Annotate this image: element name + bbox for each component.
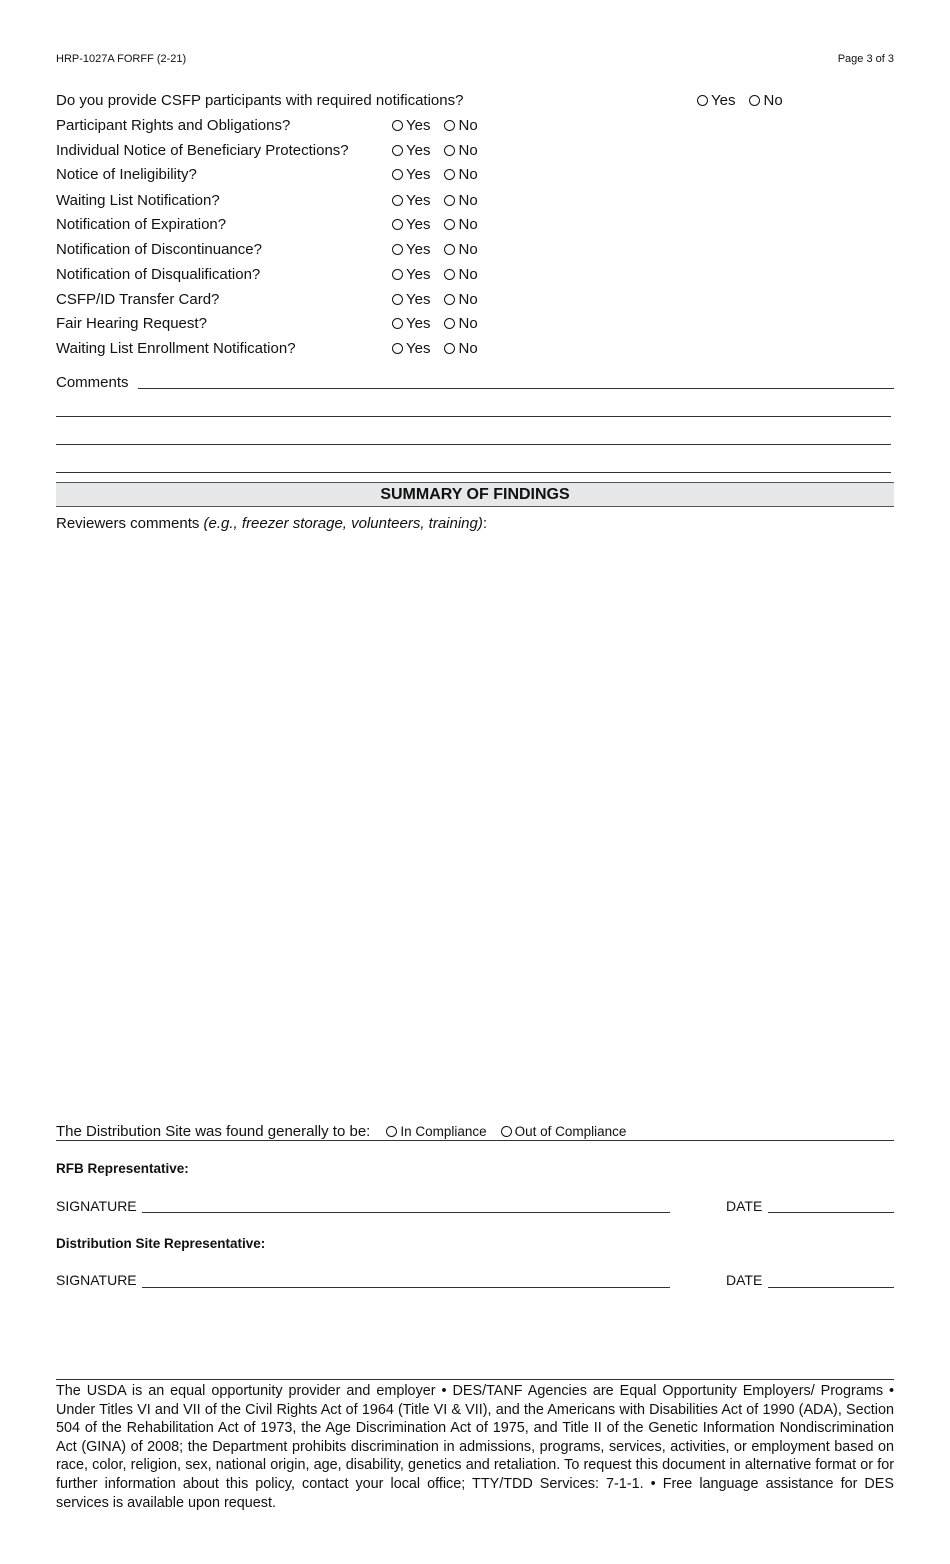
yes-option[interactable]: Yes [392,117,430,134]
main-question-radio-group [697,92,783,109]
reviewers-comments-label [56,515,487,532]
no-option[interactable]: No [444,241,477,258]
sub-question-radio-group [392,340,478,357]
sub-question-label: Individual Notice of Beneficiary Protections? [56,142,349,159]
radio-circle-icon[interactable] [444,195,455,206]
site-date-label: DATE [726,1272,763,1288]
footer-divider [56,1379,894,1380]
radio-circle-icon[interactable] [392,169,403,180]
main-question-yes-option[interactable]: Yes [697,92,735,109]
radio-circle-icon[interactable] [392,294,403,305]
sub-question-label: Notification of Disqualification? [56,266,261,283]
sub-question-radio-group [392,117,478,134]
main-question-label: Do you provide CSFP participants with required notifications? [56,92,464,109]
sub-question-label: CSFP/ID Transfer Card? [56,291,220,308]
radio-circle-icon[interactable] [444,219,455,230]
no-option[interactable]: No [444,340,477,357]
site-date-field[interactable] [768,1287,894,1288]
no-option[interactable]: No [444,216,477,233]
comments-input-line-1[interactable] [138,388,894,389]
no-option[interactable]: No [444,291,477,308]
yes-option[interactable]: Yes [392,142,430,159]
radio-circle-icon[interactable] [392,219,403,230]
rfb-date-label: DATE [726,1198,763,1214]
sub-question-radio-group [392,315,478,332]
site-signature-field[interactable] [142,1287,670,1288]
radio-circle-icon[interactable] [444,120,455,131]
compliance-row [56,1123,626,1140]
yes-option[interactable]: Yes [392,315,430,332]
radio-circle-icon[interactable] [444,294,455,305]
radio-circle-icon[interactable] [444,318,455,329]
distribution-site-representative-heading: Distribution Site Representative: [56,1236,266,1251]
in-compliance-option[interactable]: In Compliance [386,1124,486,1139]
site-signature-label: SIGNATURE [56,1272,137,1288]
yes-option[interactable]: Yes [392,340,430,357]
sub-question-label: Notice of Ineligibility? [56,166,197,183]
page-number: Page 3 of 3 [837,53,894,65]
compliance-underline [56,1140,894,1141]
reviewers-comments-text: Reviewers comments [56,515,204,532]
sub-question-radio-group [392,266,478,283]
sub-question-label: Waiting List Notification? [56,192,220,209]
radio-circle-icon[interactable] [444,145,455,156]
sub-question-label: Participant Rights and Obligations? [56,117,291,134]
comments-input-line-4[interactable] [56,472,891,473]
reviewers-comments-example: (e.g., freezer storage, volunteers, training) [203,515,483,532]
radio-circle-icon[interactable] [392,120,403,131]
radio-circle-icon[interactable] [386,1126,397,1137]
sub-question-label: Notification of Discontinuance? [56,241,262,258]
radio-circle-icon[interactable] [392,318,403,329]
rfb-signature-label: SIGNATURE [56,1198,137,1214]
radio-circle-icon[interactable] [444,244,455,255]
no-option[interactable]: No [444,266,477,283]
no-option[interactable]: No [444,192,477,209]
radio-circle-icon[interactable] [697,95,708,106]
main-question-no-option[interactable]: No [749,92,782,109]
sub-question-label: Fair Hearing Request? [56,315,207,332]
sub-question-radio-group [392,166,478,183]
comments-label: Comments [56,374,129,391]
sub-question-label: Notification of Expiration? [56,216,227,233]
radio-circle-icon[interactable] [749,95,760,106]
radio-circle-icon[interactable] [501,1126,512,1137]
no-option[interactable]: No [444,166,477,183]
reviewers-comments-colon: : [482,515,488,532]
sub-question-label: Waiting List Enrollment Notification? [56,340,296,357]
nondiscrimination-notice: The USDA is an equal opportunity provider and employer • DES/TANF Agencies are Equal Opportunity Employers/ Programs • Under Titles VI and VII of the Civil Rights Act of 1964 (Title VI & VII), and the Americans with Disabilities Act of 1990 (ADA), Section 504 of the Rehabilitation Act of 1973, the Age Discrimination Act of 1975, and Title II of the Genetic Information Nondiscrimination Act (GINA) of 2008; the Department prohibits discrimination in admissions, programs, services, activities, or employment based on race, color, religion, sex, national origin, age, disability, genetics and retaliation. To request this document in alternative format or for further information about this policy, contact your local office; TTY/TDD Services: 7-1-1. • Free language assistance for DES services is available upon request. [56,1383,894,1511]
radio-circle-icon[interactable] [392,195,403,206]
sub-question-radio-group [392,142,478,159]
radio-circle-icon[interactable] [392,145,403,156]
yes-option[interactable]: Yes [392,241,430,258]
no-option[interactable]: No [444,117,477,134]
yes-option[interactable]: Yes [392,291,430,308]
reviewers-comments-area[interactable] [56,540,894,1110]
no-option[interactable]: No [444,142,477,159]
radio-circle-icon[interactable] [444,343,455,354]
radio-circle-icon[interactable] [444,169,455,180]
rfb-date-field[interactable] [768,1212,894,1213]
compliance-prompt: The Distribution Site was found generally to be: [56,1123,371,1140]
form-id: HRP-1027A FORFF (2-21) [56,53,187,65]
rfb-signature-field[interactable] [142,1212,670,1213]
yes-option[interactable]: Yes [392,166,430,183]
comments-input-line-2[interactable] [56,416,891,417]
sub-question-radio-group [392,192,478,209]
sub-question-radio-group [392,216,478,233]
yes-option[interactable]: Yes [392,216,430,233]
rfb-representative-heading: RFB Representative: [56,1161,189,1176]
sub-question-radio-group [392,291,478,308]
radio-circle-icon[interactable] [392,343,403,354]
no-option[interactable]: No [444,315,477,332]
sub-question-radio-group [392,241,478,258]
yes-option[interactable]: Yes [392,192,430,209]
summary-of-findings-heading: SUMMARY OF FINDINGS [56,482,894,507]
radio-circle-icon[interactable] [392,244,403,255]
out-of-compliance-option[interactable]: Out of Compliance [501,1124,627,1139]
yes-option[interactable]: Yes [392,266,430,283]
comments-input-line-3[interactable] [56,444,891,445]
radio-circle-icon[interactable] [444,269,455,280]
radio-circle-icon[interactable] [392,269,403,280]
